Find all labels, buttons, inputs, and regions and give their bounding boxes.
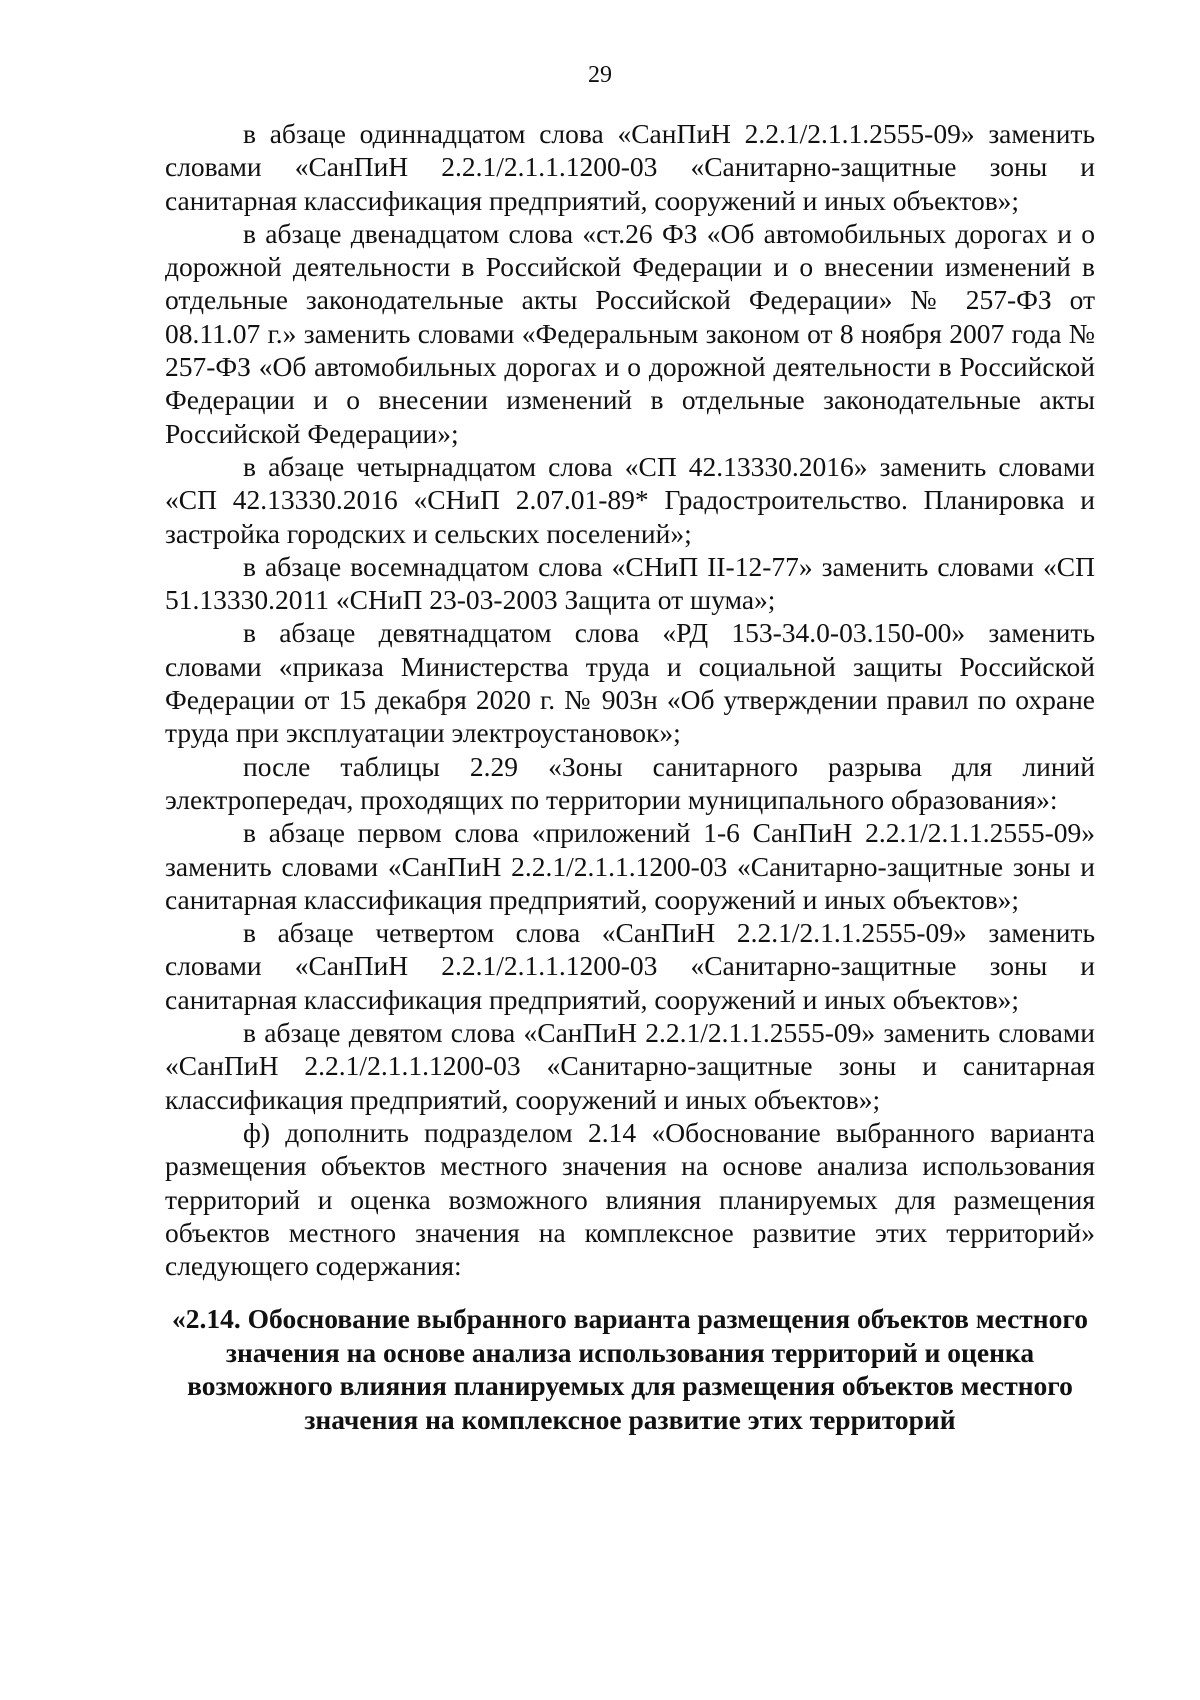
page-number: 29 (588, 62, 612, 88)
paragraph-2: в абзаце двенадцатом слова «ст.26 ФЗ «Об автомобильных дорогах и о дорожной деятельности в Российской Федерации и о внесении изменений в отдельные законодательные акты Российской Федерации» № 257-ФЗ от 08.11.07 г.» заменить словами «Федеральным законом от 8 ноября 2007 года № 257-ФЗ «Об автомобильных дорогах и о дорожной деятельности в Российской Федерации и о внесении изменений в отдельные законодательные акты Российской Федерации»; (165, 217, 1095, 449)
paragraph-1: в абзаце одиннадцатом слова «СанПиН 2.2.1/2.1.1.2555-09» заменить словами «СанПиН 2.2.1/2.1.1.1200-03 «Санитарно-защитные зоны и санитарная классификация предприятий, сооружений и иных объектов»; (165, 118, 1095, 216)
section-heading: «2.14. Обоснование выбранного варианта размещения объектов местного значения на основе анализа использования территорий и оценка возможного влияния планируемых для размещения объектов местного значения на комплексное развитие этих территорий (172, 1303, 1088, 1435)
paragraph-5: в абзаце девятнадцатом слова «РД 153-34.0-03.150-00» заменить словами «приказа Министерства труда и социальной защиты Российской Федерации от 15 декабря 2020 г. № 903н «Об утверждении правил по охране труда при эксплуатации электроустановок»; (165, 617, 1095, 749)
body-text (165, 117, 1095, 1282)
paragraph-3: в абзаце четырнадцатом слова «СП 42.13330.2016» заменить словами «СП 42.13330.2016 «СНиП 2.07.01-89* Градостроительство. Планировка и застройка городских и сельских поселений»; (165, 450, 1095, 549)
paragraph-10: ф) дополнить подразделом 2.14 «Обоснование выбранного варианта размещения объектов местного значения на основе анализа использования территорий и оценка возможного влияния планируемых для размещения объектов местного значения на комплексное развитие этих территорий» следующего содержания: (165, 1116, 1095, 1282)
paragraph-8: в абзаце четвертом слова «СанПиН 2.2.1/2.1.1.2555-09» заменить словами «СанПиН 2.2.1/2.1.1.1200-03 «Санитарно-защитные зоны и санитарная классификация предприятий, сооружений и иных объектов»; (165, 917, 1095, 1015)
paragraph-4: в абзаце восемнадцатом слова «СНиП II-12-77» заменить словами «СП 51.13330.2011 «СНиП 23-03-2003 Защита от шума»; (165, 550, 1095, 616)
paragraph-7: в абзаце первом слова «приложений 1-6 СанПиН 2.2.1/2.1.1.2555-09» заменить словами «СанПиН 2.2.1/2.1.1.1200-03 «Санитарно-защитные зоны и санитарная классификация предприятий, сооружений и иных объектов»; (165, 817, 1095, 915)
paragraph-6: после таблицы 2.29 «Зоны санитарного разрыва для линий электропередач, проходящих по территории муниципального образования»: (165, 750, 1095, 815)
paragraph-9: в абзаце девятом слова «СанПиН 2.2.1/2.1.1.2555-09» заменить словами «СанПиН 2.2.1/2.1.1.1200-03 «Санитарно-защитные зоны и санитарная классификация предприятий, сооружений и иных объектов»; (165, 1017, 1095, 1115)
